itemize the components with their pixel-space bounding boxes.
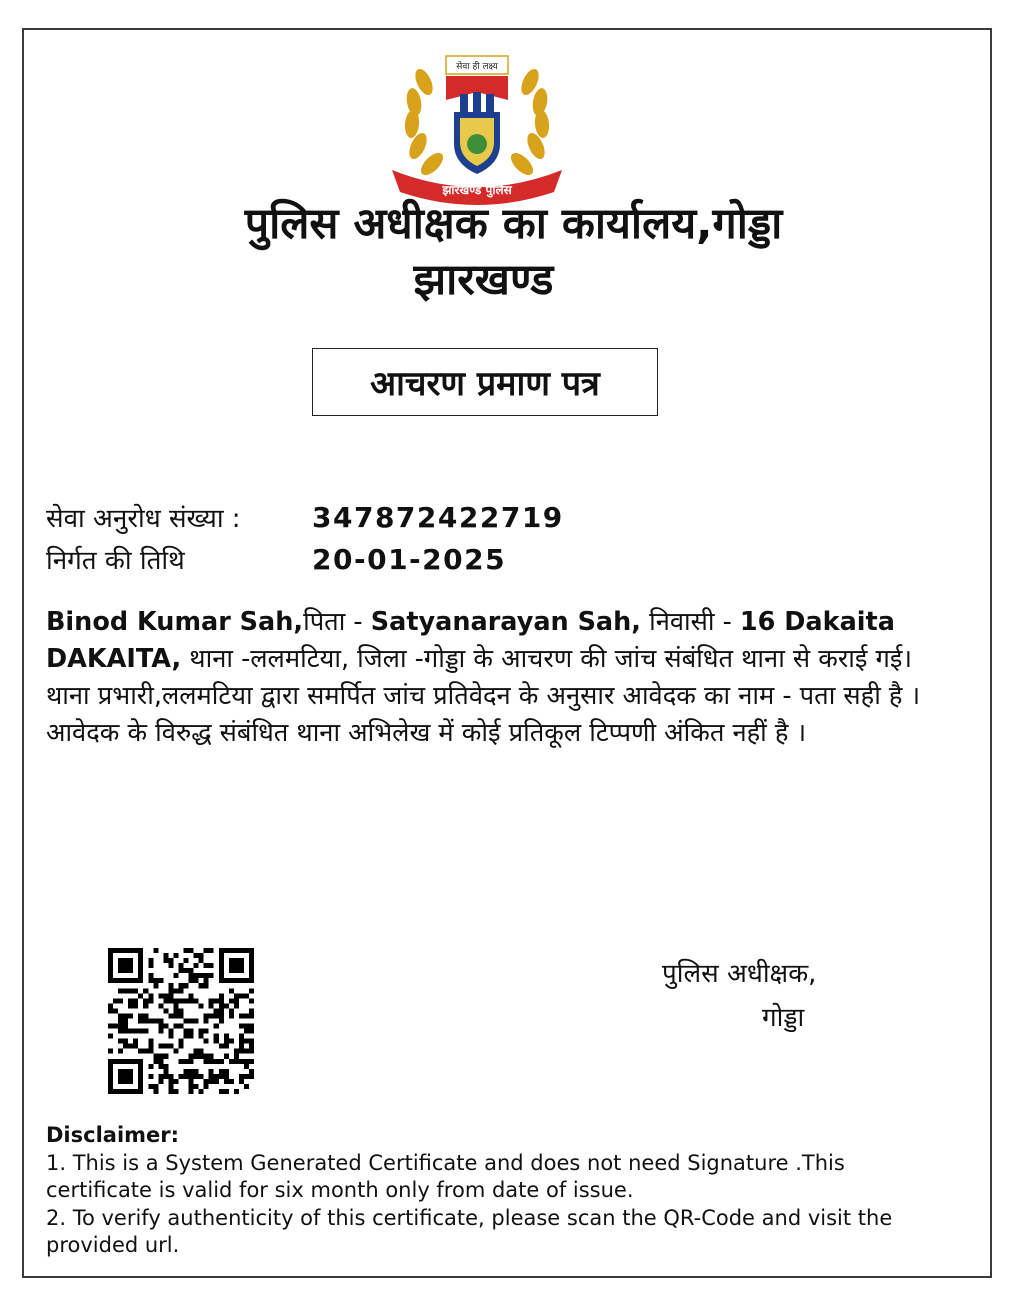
disclaimer-point-2: 2. To verify authenticity of this certificate, please scan the QR-Code and visit the provided url. [46,1205,893,1257]
father-label: पिता - [303,607,371,637]
office-state: झारखण्ड [413,255,554,305]
applicant-address: 16 Dakaita DAKAITA, [46,607,895,674]
certificate-body [46,604,936,752]
disclaimer-block [46,1122,946,1260]
service-request-number: 347872422719 [312,501,564,534]
signatory-designation: पुलिस अधीक्षक, [662,959,817,989]
certificate-statement: थाना -ललमटिया, जिला -गोड्डा के आचरण की जांच संबंधित थाना से कराई गई। थाना प्रभारी,ललमटिया द्वारा समर्पित जांच प्रतिवेदन के अनुसार आवेदक का नाम - पता सही है । आवेदक के विरुद्ध संबंधित थाना अभिलेख में कोई प्रतिकूल टिप्पणी अंकित नहीं है । [46,644,921,748]
jharkhand-police-emblem [384,42,570,208]
verification-qr-code [108,948,254,1094]
signatory-city: गोड्डा [762,1003,805,1033]
certificate-title-text: आचरण प्रमाण पत्र [370,364,600,404]
father-name: Satyanarayan Sah, [370,607,641,637]
signatory-block [662,952,816,1040]
issue-date-label: निर्गत की तिथि [46,546,185,576]
disclaimer-point-1: 1. This is a System Generated Certificate and does not need Signature .This certificate is valid for six month only from date of issue. [46,1150,845,1202]
applicant-name: Binod Kumar Sah, [46,607,304,637]
issue-date-value: 20-01-2025 [312,543,507,576]
service-request-row [46,500,564,537]
certificate-title [312,348,658,416]
emblem-ribbon-text: झारखण्ड पुलिस [442,183,512,197]
emblem-motto: सेवा ही लक्ष्य [456,62,498,72]
disclaimer-heading: Disclaimer: [46,1123,180,1147]
office-title: पुलिस अधीक्षक का कार्यालय,गोड्डा [244,199,783,249]
resident-label: निवासी - [640,607,740,637]
issue-date-row [46,542,506,579]
service-request-label: सेवा अनुरोध संख्या : [46,504,241,534]
